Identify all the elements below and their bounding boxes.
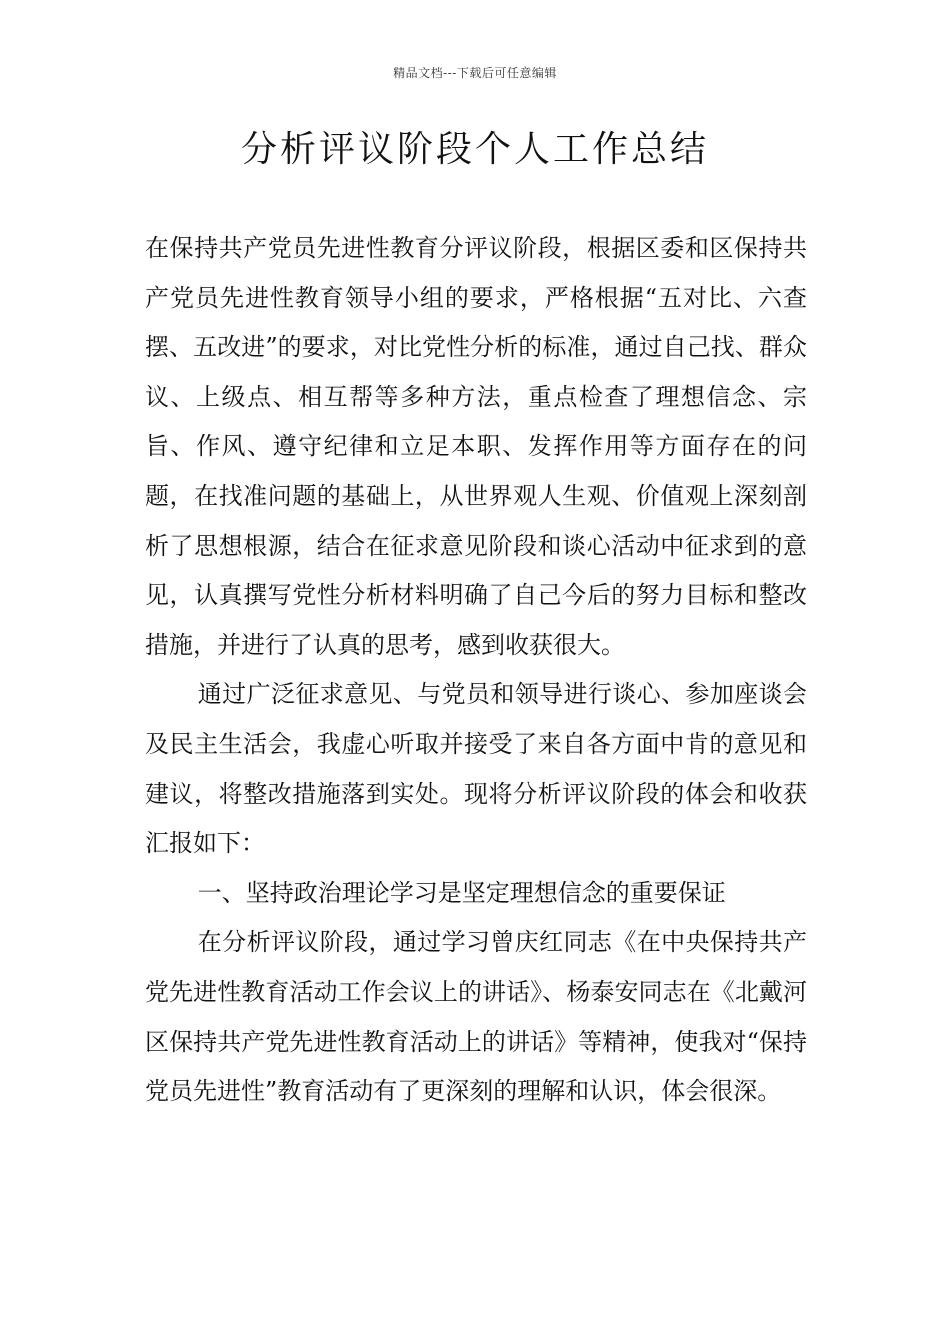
header-note: 精品文档---下载后可任意编辑 <box>393 66 557 80</box>
paragraph-section-1: 在分析评议阶段，通过学习曾庆红同志《在中央保持共产党先进性教育活动工作会议上的讲话》、杨泰安同志在《北戴河区保持共产党先进性教育活动上的讲话》等精神，使我对“保持党员先进性”教育活动有了更深刻的理解和认识，体会很深。 <box>145 928 807 1106</box>
paragraph-intro: 在保持共产党员先进性教育分评议阶段，根据区委和区保持共产党员先进性教育领导小组的要求，严格根据“五对比、六查摆、五改进”的要求，对比党性分析的标准，通过自己找、群众议、上级点、相互帮等多种方法，重点检查了理想信念、宗旨、作风、遵守纪律和立足本职、发挥作用等方面存在的问题，在找准问题的基础上，从世界观人生观、价值观上深刻剖析了思想根源，结合在征求意见阶段和谈心活动中征求到的意见，认真撰写党性分析材料明确了自己今后的努力目标和整改措施，并进行了认真的思考，感到收获很大。 <box>145 234 807 659</box>
paragraph-summary: 通过广泛征求意见、与党员和领导进行谈心、参加座谈会及民主生活会，我虚心听取并接受了来自各方面中肯的意见和建议，将整改措施落到实处。现将分析评议阶段的体会和收获汇报如下： <box>145 680 807 858</box>
document-body <box>145 224 807 1117</box>
document-title: 分析评议阶段个人工作总结 <box>240 129 709 170</box>
section-heading-1: 一、坚持政治理论学习是坚定理想信念的重要保证 <box>197 878 726 907</box>
